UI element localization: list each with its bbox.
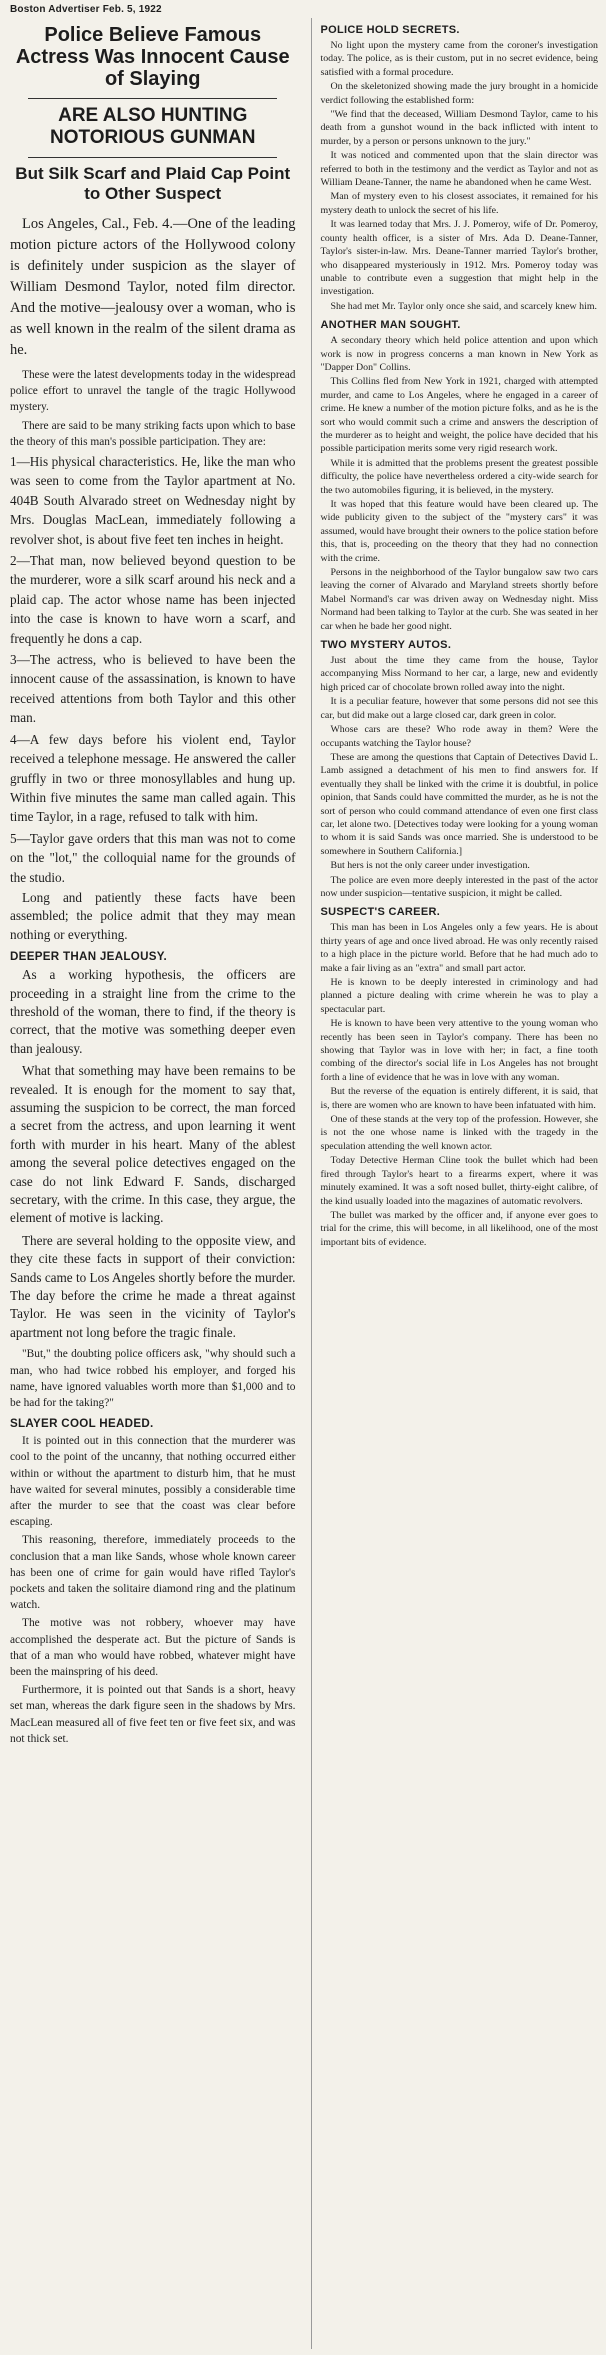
subhead: POLICE HOLD SECRETS. xyxy=(320,24,460,36)
paragraph: Persons in the neighborhood of the Taylor bungalow saw two cars leaving the corner of Alvarado and Maryland streets shortly before Mabel Normand's car was driven away on Wednesday night. Miss Normand had been talking to Taylor at the curb. She was seated in her car when he bade her good night. xyxy=(320,567,598,632)
list-item: 1—His physical characteristics. He, like the man who was seen to come from the Taylor apartment at No. 404B South Alvarado street on Wednesday night by Mrs. Douglas MacLean, immediately following a revolver shot, is about five feet ten inches in height. xyxy=(10,454,296,547)
paragraph: This man has been in Los Angeles only a few years. He is about thirty years of age and once lived abroad. He was only recently raised to a high place in the picture world. Before that he had much ado to make a fair living as an "extra" and small part actor. xyxy=(320,922,598,974)
list-item: 5—Taylor gave orders that this man was not to come on the "lot," the colloquial name for the grounds of the studio. xyxy=(10,830,296,885)
paragraph: There are several holding to the opposite view, and they cite these facts in support of their conviction: Sands came to Los Angeles shortly before the murder. The day before the crime he made a threat against Taylor. He was seen in the vicinity of Taylor's apartment not long before the tragic finale. xyxy=(10,1232,296,1340)
subhead: TWO MYSTERY AUTOS. xyxy=(320,639,452,652)
paragraph: The bullet was marked by the officer and, if anyone ever goes to trial for the crime, this will become, in all likelihood, one of the most important bits of evidence. xyxy=(320,1209,598,1248)
subhead: SUSPECT'S CAREER. xyxy=(320,906,441,919)
paragraph: This reasoning, therefore, immediately proceeds to the conclusion that a man like Sands, whose whole known career has been one of crime for gain would have rifled Taylor's pockets and taken the solitaire diamond ring and the platinum watch. xyxy=(10,1534,296,1612)
paragraph: While it is admitted that the problems present the greatest possible difficulty, the police have nevertheless ordered a city-wide search for the two automobiles figuring, it is believed, in the mystery. xyxy=(320,457,598,496)
list-item: 2—That man, now believed beyond question to be the murderer, wore a silk scarf around his neck and a plaid cap. The actor whose name has been injected into the case is known to have worn a scarf, and frequently he dons a cap. xyxy=(10,553,296,646)
paragraph: These are among the questions that Captain of Detectives David L. Lamb assigned a detachment of his men to find answers for. If eventually they shall be linked with the crime it is doubtful, in police opinion, that Sands could have committed the murder, as he is not the sort of person who could command attendance of even one first class car, let alone two. [Detectives today were looking for a young woman to whom it is said Sands was once married. She is understood to be somewhere in Southern California.] xyxy=(320,751,598,857)
paragraph: The police are even more deeply interested in the past of the actor now under suspicion—tentative suspicion, it might be called. xyxy=(320,874,598,899)
paragraph: It was learned today that Mrs. J. J. Pomeroy, wife of Dr. Pomeroy, county health officer, is a sister of Mrs. Ada D. Deane-Tanner, Taylor's sister-in-law. Mrs. Deane-Tanner married Taylor's brother, who disappeared mysteriously in 1912. Mrs. Pomeroy today was unable to contribute even a suggestion that might help in the investigation. xyxy=(320,219,598,298)
list-item: 4—A few days before his violent end, Taylor received a telephone message. He answered the caller gruffly in two or three monosyllables and hung up. Within five minutes the same man called again. This time Taylor, in a rage, refused to talk with him. xyxy=(10,731,296,825)
paragraph: She had met Mr. Taylor only once she said, and scarcely knew him. xyxy=(330,300,597,312)
lede-paragraph: Los Angeles, Cal., Feb. 4.—One of the leading motion picture actors of the Hollywood colony is definitely under suspicion as the slayer of William Desmond Taylor, noted film director. And the motive—jealousy over a woman, who is as well known in the realm of the silent drama as he. xyxy=(10,216,296,358)
paragraph: He is known to have been very attentive to the young woman who recently has been seen in Taylor's company. There has been no showing that Taylor was in love with her; in fact, a fine tooth combing of the director's social life in Los Angeles has not brought forth a line of evidence that he was in love with any woman. xyxy=(320,1018,598,1083)
paragraph: As a working hypothesis, the officers are proceeding in a straight line from the crime to the threshold of the woman, there to find, if the theory is correct, that the motive was something deeper even than jealousy. xyxy=(10,967,296,1056)
paragraph: Today Detective Herman Cline took the bullet which had been fired through Taylor's heart to a firearms expert, where it was minutely examined. It was a soft nosed bullet, thirty-eight calibre, of the kind usually loaded into the magazines of automatic revolvers. xyxy=(320,1155,598,1207)
paragraph: Just about the time they came from the house, Taylor accompanying Miss Normand to her car, a large, new and evidently high priced car of chocolate brown rolled away into the night. xyxy=(320,655,598,693)
paragraph: Furthermore, it is pointed out that Sands is a short, heavy set man, whereas the dark figure seen in the shadows by Mrs. MacLean measured all of five feet ten or five feet six, and was not thick set. xyxy=(10,1684,296,1745)
subhead: DEEPER THAN JEALOUSY. xyxy=(10,950,168,964)
paragraph: One of these stands at the very top of the profession. However, she is not the one whose name is linked with the tragedy in the speculation attending the well known actor. xyxy=(320,1114,598,1152)
paragraph: But hers is not the only career under investigation. xyxy=(330,860,530,872)
deck-rule xyxy=(28,157,277,158)
masthead: Boston Advertiser Feb. 5, 1922 xyxy=(10,4,162,15)
paragraph: On the skeletonized showing made the jury brought in a homicide verdict following the established form: xyxy=(320,81,598,106)
subhead: ANOTHER MAN SOUGHT. xyxy=(320,319,461,332)
paragraph: "But," the doubting police officers ask, "why should such a man, who had twice robbed his employer, and forged his name, have ignored valuables worth more than $1,000 and to be had for the taking?" xyxy=(10,1348,296,1409)
paragraph: It was noticed and commented upon that the slain director was referred to both in the testimony and the verdict as Taylor and not as William Deane-Tanner, the name he abandoned when he came West. xyxy=(320,150,598,189)
paragraph: It is pointed out in this connection that the murderer was cool to the point of the uncanny, that nothing occurred either within or without the apartment to disturb him, that he must have waited for several minutes, possibly a considerable time after the murder to see that the coast was clear before escaping. xyxy=(10,1435,296,1529)
paragraph: These were the latest developments today in the widespread police effort to unravel the tangle of the tragic Hollywood mystery. xyxy=(10,369,296,414)
paragraph: There are said to be many striking facts upon which to base the theory of this man's possible participation. They are: xyxy=(10,419,296,448)
paragraph: A secondary theory which held police attention and upon which work is now in progress concerns a man known in New York as "Dapper Don" Collins. xyxy=(320,335,598,373)
headline: Police Believe Famous Actress Was Innocent Cause of Slaying xyxy=(15,24,290,90)
paragraph: No light upon the mystery came from the coroner's investigation today. The police, as is their custom, put in no secret evidence, being satisfied with a formal procedure. xyxy=(320,40,598,78)
article-columns xyxy=(10,18,598,2349)
paragraph: But the reverse of the equation is entirely different, it is said, that is, there are women who are known to have been infatuated with him. xyxy=(320,1086,598,1111)
deck-one: ARE ALSO HUNTING NOTORIOUS GUNMAN xyxy=(50,105,256,148)
left-column xyxy=(10,18,299,2349)
paragraph: He is known to be deeply interested in criminology and had planned a picture dealing with crime wherein he was to play a spectacular part. xyxy=(320,977,598,1015)
paragraph: "We find that the deceased, William Desmond Taylor, came to his death from a gunshot wound in the back inflicted with intent to murder, by a person or persons unknown to the jury." xyxy=(320,109,598,147)
paragraph: It is a peculiar feature, however that some persons did not see this car, but did make out a large closed car, dark green in color. xyxy=(320,696,598,721)
deck-two: But Silk Scarf and Plaid Cap Point to Other Suspect xyxy=(15,164,291,203)
paragraph: The motive was not robbery, whoever may have accomplished the desperate act. But the picture of Sands is that of a man who would have robbed, whatever might have been the mainspring of his deed. xyxy=(10,1617,296,1678)
paragraph: Man of mystery even to his closest associates, it remained for his mystery death to unlock the secret of his life. xyxy=(320,191,598,216)
paragraph: It was hoped that this feature would have been cleared up. The wide publicity given to the subject of the "mystery cars" it was assumed, would have brought their owners to the police station before this, that is, proceeding on the theory that they had no connection with the crime. xyxy=(320,499,598,564)
right-column xyxy=(311,18,598,2349)
paragraph: Long and patiently these facts have been assembled; the police admit that they may mean nothing or everything. xyxy=(10,889,296,942)
list-item: 3—The actress, who is believed to have been the innocent cause of the assassination, is known to have received attentions from both Taylor and this other man. xyxy=(10,652,296,726)
paragraph: What that something may have been remains to be revealed. It is enough for the moment to say that, assuming the suspicion to be correct, the man forced a secret from the actress, and upon learning it went forth with murder in his heart. Many of the ablest among the several police detectives engaged on the case do not link Edward F. Sands, discharged secretary, with the crime. In this case, they argue, the element of motive is lacking. xyxy=(10,1063,296,1226)
headline-rule xyxy=(28,98,277,99)
paragraph: This Collins fled from New York in 1921, charged with attempted murder, and came to Los Angeles, where he engaged in a career of crime. He knew a number of the motion picture folks, and as he is the sort who would commit such a crime and answers the description of the murderer as to height and weight, the police have decided that his possible participation merits some very rigid research work. xyxy=(320,376,598,455)
paragraph: Whose cars are these? Who rode away in them? Were the occupants watching the Taylor house? xyxy=(320,724,598,749)
subhead: SLAYER COOL HEADED. xyxy=(10,1417,154,1431)
